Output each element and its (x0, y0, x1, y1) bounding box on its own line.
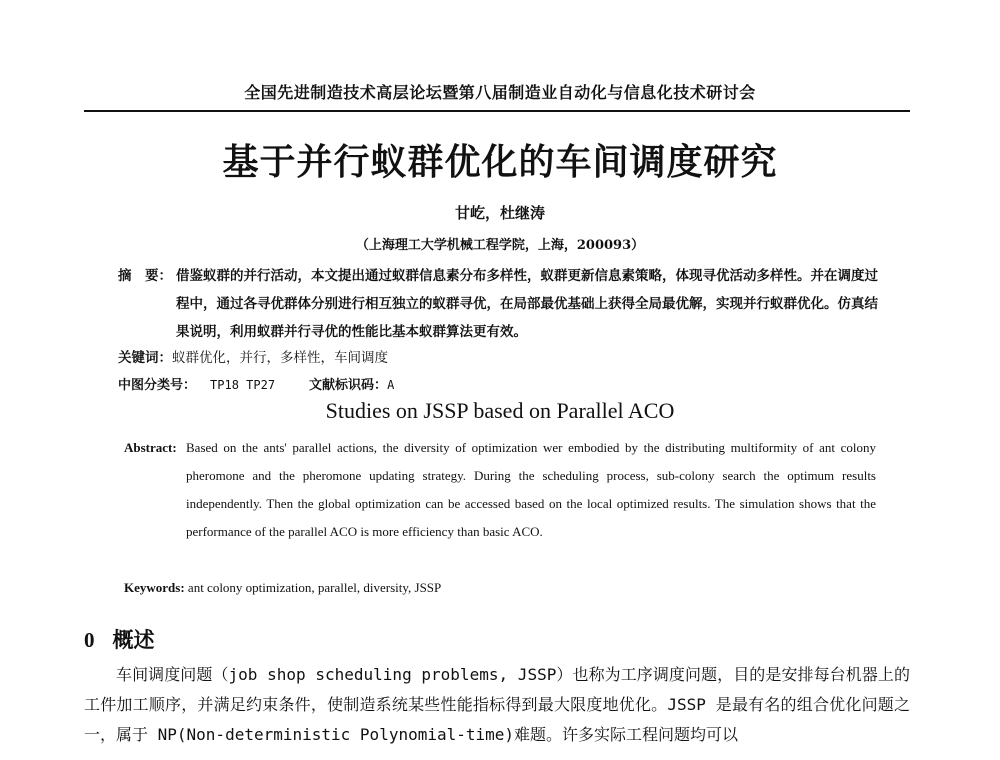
keywords-cn-label: 关键词： (118, 350, 172, 366)
abstract-en (124, 434, 876, 546)
section-number: 0 (84, 628, 95, 652)
abstract-cn-text: 借鉴蚁群的并行活动，本文提出通过蚁群信息素分布多样性，蚁群更新信息素策略，体现寻优活动多样性。并在调度过程中，通过各寻优群体分别进行相互独立的蚁群寻优，在局部最优基础上获得全局最优解，实现并行蚁群优化。仿真结果说明，利用蚁群并行寻优的性能比基本蚁群算法更有效。 (176, 268, 878, 340)
keywords-cn-text: 蚁群优化，并行，多样性，车间调度 (172, 350, 388, 366)
keywords-en (124, 578, 441, 598)
authors: 甘屹，杜继涛 (454, 204, 545, 222)
keywords-en-text: ant colony optimization, parallel, diversity, JSSP (187, 580, 442, 595)
conference-header: 全国先进制造技术高层论坛暨第八届制造业自动化与信息化技术研讨会 (244, 83, 756, 102)
keywords-cn (118, 346, 388, 370)
section-body (84, 660, 910, 750)
section-paragraph: 车间调度问题（job shop scheduling problems, JSSP）也称为工序调度问题，目的是安排每台机器上的工件加工顺序，并满足约束条件，使制造系统某些性能指标得到最大限度地优化。JSSP 是最有名的组合优化问题之一，属于 NP(Non-deterministic Polynomial-time)难题。许多实际工程问题均可以 (84, 665, 910, 744)
paper-title-cn: 基于并行蚁群优化的车间调度研究 (222, 141, 778, 183)
classification (118, 373, 394, 398)
section-title: 概述 (112, 627, 155, 652)
abstract-cn-label: 摘 要： (118, 268, 172, 284)
abstract-en-label: Abstract: (124, 440, 177, 455)
doc-code-value: A (387, 378, 395, 392)
abstract-cn (118, 262, 878, 346)
clc-label: 中图分类号： (118, 378, 197, 393)
section-heading (84, 624, 155, 654)
doc-code-label: 文献标识码： (309, 378, 388, 393)
keywords-en-label: Keywords: (124, 580, 185, 595)
header-rule (84, 110, 910, 112)
affiliation: （上海理工大学机械工程学院，上海，200093） (355, 238, 645, 253)
paper-title-en: Studies on JSSP based on Parallel ACO (325, 398, 675, 423)
clc-value: TP18 TP27 (210, 378, 276, 392)
abstract-en-text: Based on the ants' parallel actions, the diversity of optimization wer embodied by the distributing multiformity of ant colony pheromone and the pheromone updating strategy. During the scheduling process, sub-colony search the optimum results independently. Then the global optimization can be accessed based on the local optimized results. The simulation shows that the performance of the parallel ACO is more efficiency than basic ACO. (186, 440, 876, 539)
